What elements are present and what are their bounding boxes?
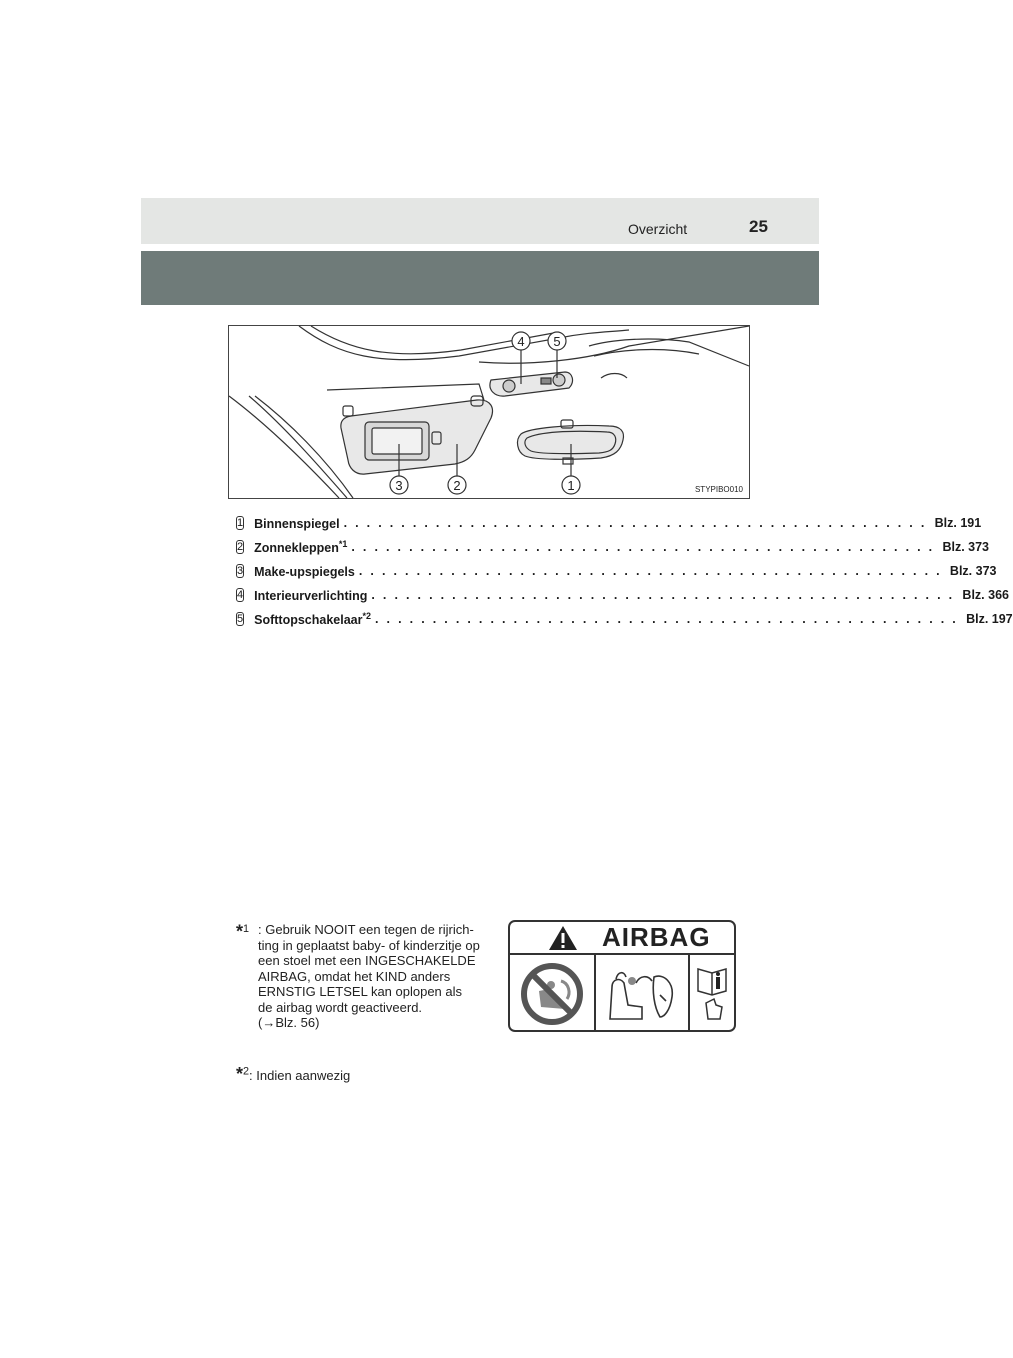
list-item [236,584,1009,606]
header-dark-band [141,251,819,305]
footnote-1-mark: *$^1$ [236,921,250,942]
list-item [236,536,989,558]
footnote-1-text: : Gebruik NOOIT een tegen de rijrich- ting in geplaatst baby- of kinderzitje op een stoel met een INGESCHAKELDE AIRBAG, omdat het KIND anders ERNSTIG LETSEL kan oplopen als de airbag wordt geactiveerd. (→Blz. 56) [258,922,480,1030]
callout-1-label: 1 [567,478,575,493]
no-rear-facing-seat-cell [510,955,596,1032]
item-page-ref[interactable]: Blz. 366 [962,588,1009,602]
leader-dots: . . . . . . . . . . . . . . . . . . . . . . . . . . . . . . . . . . . . . . . . . . . . . . . . . . . [375,612,959,626]
item-label: Softtopschakelaar$^{*2}$ [254,610,372,628]
airbag-pictograms [510,955,734,1032]
footnote-1 [236,922,496,1031]
item-page-ref[interactable]: Blz. 191 [934,516,982,530]
item-label: Interieurverlichting [254,589,368,604]
page-number: 25 [749,217,768,236]
callout-2-label: 2 [453,478,461,493]
item-number: 5 [237,613,244,625]
item-number: 1 [237,517,244,529]
callout-5-label: 5 [553,334,561,349]
footnote-2-text: : Indien aanwezig [249,1068,351,1083]
item-label: Zonnekleppen$^{*1}$ [254,538,348,556]
interior-illustration [229,326,749,498]
callout-4-label: 4 [517,334,525,349]
list-item [236,608,1013,630]
read-manual-icon [694,961,730,1027]
list-item [236,560,997,582]
callout-3-label: 3 [395,478,403,493]
prohibited-child-seat-icon [519,961,585,1027]
leader-dots: . . . . . . . . . . . . . . . . . . . . . . . . . . . . . . . . . . . . . . . . . . . . . . . . . . . [371,588,955,602]
warning-triangle-icon [548,925,578,951]
seat-airbag-icon [602,961,682,1027]
interior-figure [228,325,750,499]
leader-dots: . . . . . . . . . . . . . . . . . . . . . . . . . . . . . . . . . . . . . . . . . . . . . . . . . . . [351,540,935,554]
list-item [236,512,982,534]
item-page-ref[interactable]: Blz. 373 [942,540,989,554]
read-manual-cell [690,955,734,1032]
section-title: Overzicht [628,221,688,237]
footnote-2-mark: 2 [243,1065,250,1078]
header-light-band [141,198,819,244]
item-label: Make-upspiegels [254,565,355,580]
leader-dots: . . . . . . . . . . . . . . . . . . . . . . . . . . . . . . . . . . . . . . . . . . . . . . . . . . . [343,516,927,530]
figure-code: STYPIBO010 [694,485,743,494]
item-number: 3 [237,565,244,577]
seat-airbag-cell [596,955,690,1032]
item-number: 2 [237,541,244,553]
airbag-label-header [510,922,734,955]
item-page-ref[interactable]: Blz. 197 [966,612,1013,626]
item-number: 4 [237,589,244,601]
footnote-2: *$^2$: Indien aanwezig [236,1064,351,1084]
item-label: Binnenspiegel [254,517,340,532]
item-page-ref[interactable]: Blz. 373 [949,564,997,578]
airbag-title: AIRBAG [602,922,711,952]
leader-dots: . . . . . . . . . . . . . . . . . . . . . . . . . . . . . . . . . . . . . . . . . . . . . . . . . . . [358,564,942,578]
airbag-warning-label [508,920,736,1032]
